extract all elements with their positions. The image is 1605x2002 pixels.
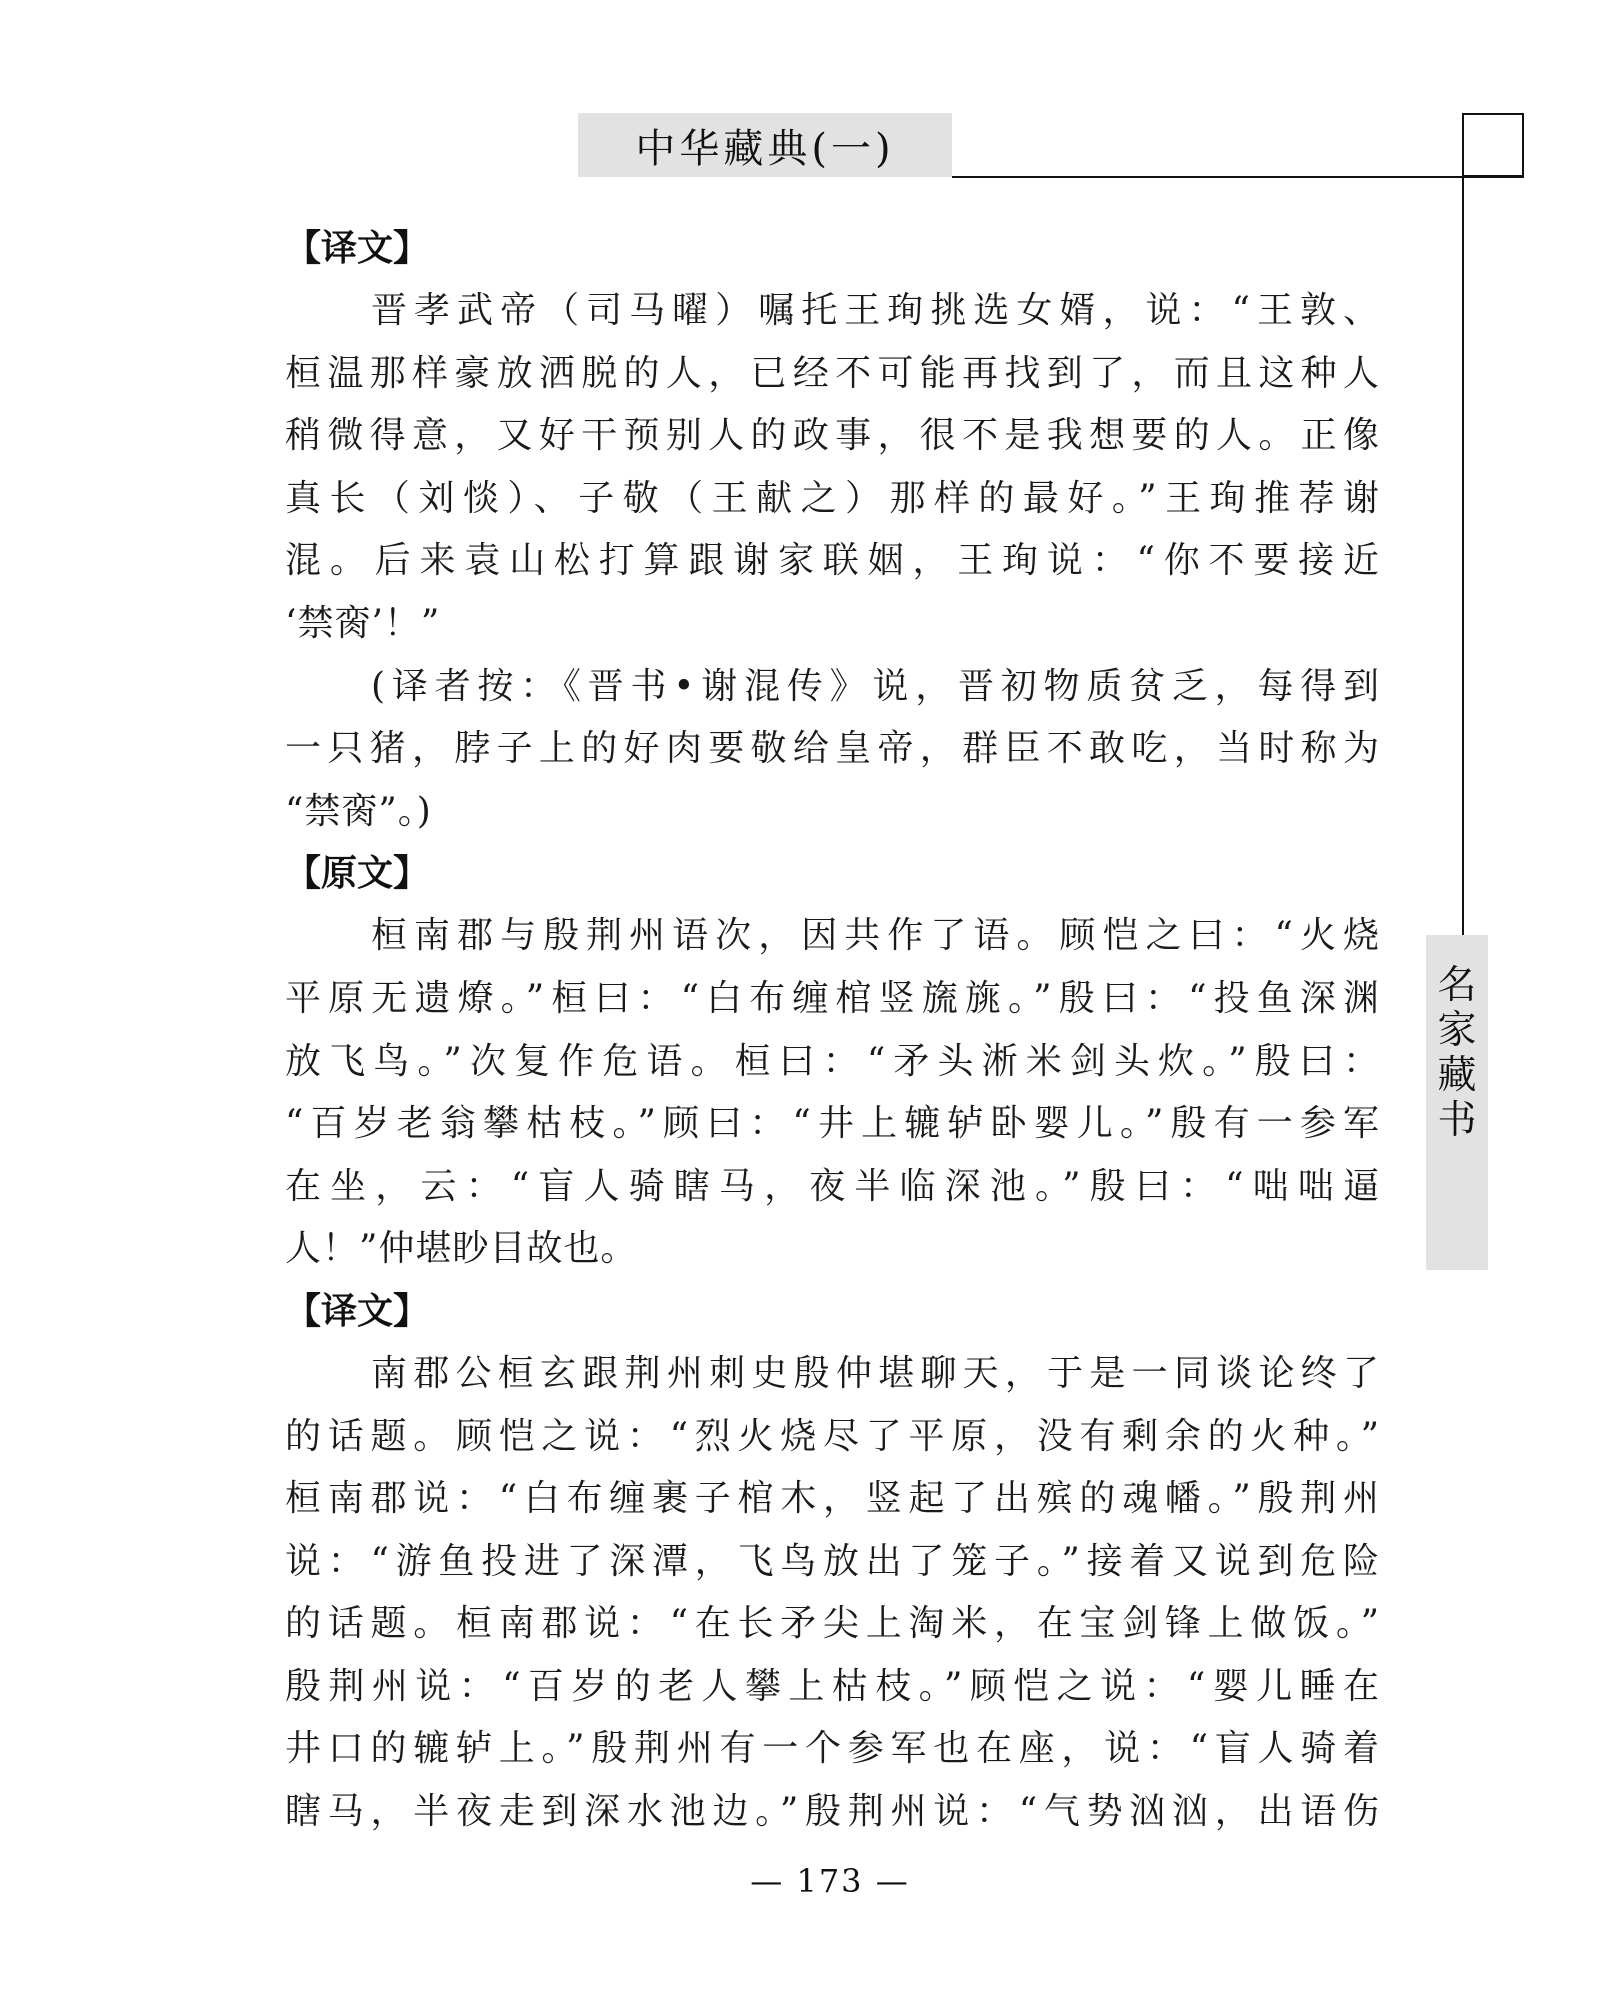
text-line: 桓温那样豪放洒脱的人，已经不可能再找到了，而且这种人 xyxy=(285,352,1380,394)
section-heading: 【译文】 xyxy=(285,1290,430,1332)
section-heading: 【原文】 xyxy=(285,853,430,895)
text-line: 说：“游鱼投进了深潭，飞鸟放出了笼子。”接着又说到危险 xyxy=(285,1540,1380,1582)
text-line: 桓南郡与殷荆州语次，因共作了语。顾恺之曰：“火烧 xyxy=(371,915,1380,957)
text-line: 放飞鸟。”次复作危语。桓曰：“矛头淅米剑头炊。”殷曰： xyxy=(285,1040,1380,1082)
text-line: 瞎马，半夜走到深水池边。”殷荆州说：“气势汹汹，出语伤 xyxy=(285,1791,1380,1833)
side-section-tab xyxy=(1426,935,1488,1270)
text-line: “禁脔”。) xyxy=(285,790,432,832)
section-heading: 【译文】 xyxy=(285,228,430,269)
header-corner-box xyxy=(1462,113,1524,177)
text-line: 稍微得意，又好干预别人的政事，很不是我想要的人。正像 xyxy=(285,415,1380,457)
header-rule xyxy=(952,176,1524,178)
text-line: 井口的辘轳上。”殷荆州有一个参军也在座，说：“盲人骑着 xyxy=(285,1728,1380,1770)
text-line: 人！”仲堪眇目故也。 xyxy=(285,1228,638,1270)
text-line: 平原无遗燎。”桓曰：“白布缠棺竖旒旐。”殷曰：“投鱼深渊 xyxy=(285,977,1380,1019)
text-line: 殷荆州说：“百岁的老人攀上枯枝。”顾恺之说：“婴儿睡在 xyxy=(285,1665,1380,1707)
book-title: 中华藏典(一) xyxy=(635,125,895,172)
text-line: 在坐，云：“盲人骑瞎马，夜半临深池。”殷曰：“咄咄逼 xyxy=(285,1165,1380,1207)
main-text xyxy=(285,218,1380,1844)
text-line: 晋孝武帝（司马曜）嘱托王珣挑选女婿，说：“王敦、 xyxy=(371,290,1380,331)
side-tab-label: 名 家 藏 书 xyxy=(1437,963,1477,1143)
side-rule xyxy=(1462,113,1464,943)
text-line: 的话题。桓南郡说：“在长矛尖上淘米，在宝剑锋上做饭。” xyxy=(285,1603,1380,1645)
text-line: 真长（刘惔）、子敬（王献之）那样的最好。”王珣推荐谢 xyxy=(285,477,1380,519)
page-number: — 173 — xyxy=(750,1862,910,1900)
text-line: (译者按：《晋书•谢混传》说，晋初物质贫乏，每得到 xyxy=(371,665,1380,707)
text-line: ‘禁脔’！” xyxy=(285,602,441,644)
text-line: 一只猪，脖子上的好肉要敬给皇帝，群臣不敢吃，当时称为 xyxy=(285,728,1380,770)
text-line: “百岁老翁攀枯枝。”顾曰：“井上辘轳卧婴儿。”殷有一参军 xyxy=(285,1103,1380,1145)
text-line: 的话题。顾恺之说：“烈火烧尽了平原，没有剩余的火种。” xyxy=(285,1415,1380,1457)
text-line: 桓南郡说：“白布缠裹子棺木，竖起了出殡的魂幡。”殷荆州 xyxy=(285,1478,1380,1520)
text-line: 南郡公桓玄跟荆州刺史殷仲堪聊天，于是一同谈论终了 xyxy=(371,1352,1380,1394)
text-line: 混。后来袁山松打算跟谢家联姻，王珣说：“你不要接近 xyxy=(285,540,1380,582)
running-header-title xyxy=(578,113,952,177)
